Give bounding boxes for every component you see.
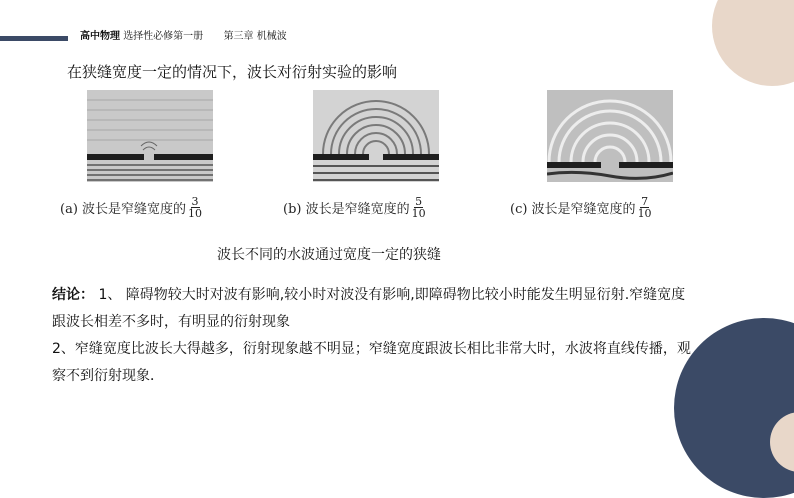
figure-caption-text: (c) 波长是窄缝宽度的 [510, 202, 636, 217]
fraction-denominator: 10 [637, 207, 652, 220]
fraction [412, 196, 426, 219]
fraction-numerator: 5 [415, 195, 423, 208]
figure-caption-text: (a) 波长是窄缝宽度的 [60, 202, 187, 217]
diffraction-photo-a [87, 90, 213, 182]
header-book: 选择性必修第一册 [123, 31, 204, 42]
figure-subcaption: 波长不同的水波通过宽度一定的狭缝 [217, 247, 441, 263]
slide-title: 在狭缝宽度一定的情况下，波长对衍射实验的影响 [67, 63, 398, 81]
course-header [80, 27, 287, 42]
figure-caption-b [283, 196, 426, 219]
fraction-numerator: 7 [641, 195, 649, 208]
decor-circle-bottom-right [674, 318, 794, 498]
fraction-denominator: 10 [188, 207, 203, 220]
conclusion-block [52, 282, 692, 390]
decor-circle-top-right [712, 0, 794, 86]
fraction-numerator: 3 [191, 195, 199, 208]
header-subject: 高中物理 [80, 31, 120, 42]
fraction [188, 196, 202, 219]
diffraction-photo-c [547, 90, 673, 182]
diffraction-photo-b [313, 90, 439, 182]
fraction [638, 196, 652, 219]
header-accent-bar [0, 36, 68, 41]
figure-caption-a [60, 196, 202, 219]
conclusion-label: 结论： [52, 287, 94, 303]
fraction-denominator: 10 [411, 207, 426, 220]
header-chapter: 第三章 机械波 [223, 31, 287, 42]
conclusion-text-1: 1、 障碍物较大时对波有影响,较小时对波没有影响,即障碍物比较小时能发生明显衍射.窄缝宽度跟波长相差不多时，有明显的衍射现象 [52, 287, 686, 330]
conclusion-paragraph-1 [52, 282, 692, 336]
figure-caption-text: (b) 波长是窄缝宽度的 [283, 202, 410, 217]
conclusion-paragraph-2: 2、窄缝宽度比波长大得越多，衍射现象越不明显；窄缝宽度跟波长相比非常大时，水波将直线传播，观察不到衍射现象． [52, 341, 691, 384]
figure-caption-c [510, 196, 652, 219]
